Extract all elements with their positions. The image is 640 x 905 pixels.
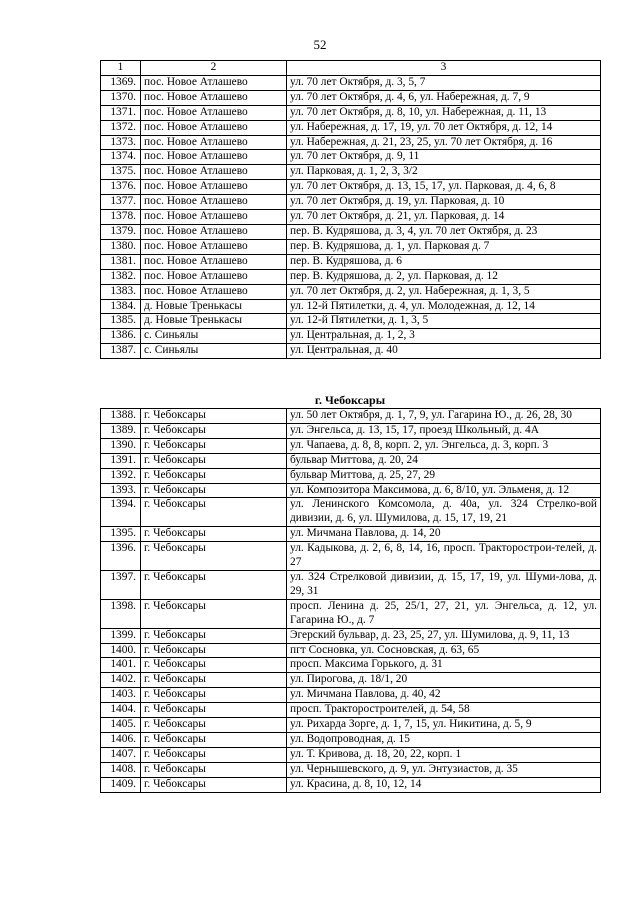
row-number-cell: 1379. — [101, 224, 141, 239]
addresses-cell: ул. 70 лет Октября, д. 4, 6, ул. Набережная, д. 7, 9 — [287, 90, 601, 105]
settlement-cell: пос. Новое Атлашево — [141, 75, 287, 90]
row-number-cell: 1378. — [101, 210, 141, 225]
settlement-cell: г. Чебоксары — [141, 643, 287, 658]
addresses-cell: ул. Мичмана Павлова, д. 40, 42 — [287, 688, 601, 703]
row-number-cell: 1389. — [101, 423, 141, 438]
settlement-cell: г. Чебоксары — [141, 423, 287, 438]
table-row — [101, 210, 601, 225]
settlement-cell: г. Чебоксары — [141, 409, 287, 424]
row-number-cell: 1369. — [101, 75, 141, 90]
row-number-cell: 1390. — [101, 438, 141, 453]
table-row — [101, 105, 601, 120]
settlement-cell: пос. Новое Атлашево — [141, 195, 287, 210]
row-number-cell: 1406. — [101, 732, 141, 747]
settlement-cell: г. Чебоксары — [141, 483, 287, 498]
addresses-cell: пер. В. Кудряшова, д. 2, ул. Парковая, д. 12 — [287, 269, 601, 284]
table-row — [101, 658, 601, 673]
settlement-cell: г. Чебоксары — [141, 718, 287, 733]
addresses-cell: ул. Ленинского Комсомола, д. 40а, ул. 324 Стрелко-вой дивизии, д. 6, ул. Шумилова, д. 15, 17, 19, 21 — [287, 498, 601, 527]
table-row — [101, 344, 601, 359]
table-row — [101, 762, 601, 777]
table-row — [101, 498, 601, 527]
addresses-cell: ул. 324 Стрелковой дивизии, д. 15, 17, 19, ул. Шуми-лова, д. 29, 31 — [287, 570, 601, 599]
settlement-cell: г. Чебоксары — [141, 703, 287, 718]
row-number-cell: 1386. — [101, 329, 141, 344]
table-row — [101, 643, 601, 658]
row-number-cell: 1408. — [101, 762, 141, 777]
address-table-lower — [100, 408, 601, 793]
table-row — [101, 254, 601, 269]
row-number-cell: 1387. — [101, 344, 141, 359]
row-number-cell: 1402. — [101, 673, 141, 688]
table-row — [101, 438, 601, 453]
addresses-cell: ул. Энгельса, д. 13, 15, 17, проезд Школьный, д. 4А — [287, 423, 601, 438]
table-row — [101, 718, 601, 733]
table-row — [101, 688, 601, 703]
row-number-cell: 1395. — [101, 527, 141, 542]
table-row — [101, 120, 601, 135]
addresses-cell: бульвар Миттова, д. 20, 24 — [287, 453, 601, 468]
row-number-cell: 1372. — [101, 120, 141, 135]
page-number: 52 — [313, 37, 327, 52]
addresses-cell: ул. 70 лет Октября, д. 13, 15, 17, ул. Парковая, д. 4, 6, 8 — [287, 180, 601, 195]
addresses-cell: ул. Набережная, д. 17, 19, ул. 70 лет Октября, д. 12, 14 — [287, 120, 601, 135]
addresses-cell: ул. Рихарда Зорге, д. 1, 7, 15, ул. Никитина, д. 5, 9 — [287, 718, 601, 733]
row-number-cell: 1394. — [101, 498, 141, 527]
address-table-lower-body — [101, 409, 601, 793]
row-number-cell: 1404. — [101, 703, 141, 718]
settlement-cell: пос. Новое Атлашево — [141, 135, 287, 150]
addresses-cell: пер. В. Кудряшова, д. 1, ул. Парковая д. 7 — [287, 239, 601, 254]
row-number-cell: 1405. — [101, 718, 141, 733]
addresses-cell: ул. Красина, д. 8, 10, 12, 14 — [287, 777, 601, 792]
settlement-cell: г. Чебоксары — [141, 777, 287, 792]
row-number-cell: 1392. — [101, 468, 141, 483]
settlement-cell: г. Чебоксары — [141, 527, 287, 542]
settlement-cell: пос. Новое Атлашево — [141, 150, 287, 165]
settlement-cell: г. Чебоксары — [141, 498, 287, 527]
table-row — [101, 299, 601, 314]
table-header-row — [101, 61, 601, 76]
addresses-cell: ул. Центральная, д. 1, 2, 3 — [287, 329, 601, 344]
table-row — [101, 468, 601, 483]
row-number-cell: 1397. — [101, 570, 141, 599]
row-number-cell: 1400. — [101, 643, 141, 658]
table-row — [101, 329, 601, 344]
row-number-cell: 1388. — [101, 409, 141, 424]
settlement-cell: г. Чебоксары — [141, 570, 287, 599]
addresses-cell: просп. Ленина д. 25, 25/1, 27, 21, ул. Энгельса, д. 12, ул. Гагарина Ю., д. 7 — [287, 599, 601, 628]
addresses-cell: ул. Водопроводная, д. 15 — [287, 732, 601, 747]
table-row — [101, 628, 601, 643]
settlement-cell: пос. Новое Атлашево — [141, 165, 287, 180]
addresses-cell: ул. Чернышевского, д. 9, ул. Энтузиастов, д. 35 — [287, 762, 601, 777]
table-row — [101, 703, 601, 718]
row-number-cell: 1399. — [101, 628, 141, 643]
settlement-cell: д. Новые Тренькасы — [141, 299, 287, 314]
row-number-cell: 1407. — [101, 747, 141, 762]
table-row — [101, 150, 601, 165]
table-row — [101, 239, 601, 254]
settlement-cell: с. Синьялы — [141, 344, 287, 359]
row-number-cell: 1370. — [101, 90, 141, 105]
row-number-cell: 1403. — [101, 688, 141, 703]
settlement-cell: г. Чебоксары — [141, 438, 287, 453]
settlement-cell: пос. Новое Атлашево — [141, 254, 287, 269]
table-row — [101, 180, 601, 195]
table-row — [101, 195, 601, 210]
table-row — [101, 284, 601, 299]
settlement-cell: пос. Новое Атлашево — [141, 224, 287, 239]
row-number-cell: 1393. — [101, 483, 141, 498]
settlement-cell: д. Новые Тренькасы — [141, 314, 287, 329]
addresses-cell: ул. Композитора Максимова, д. 6, 8/10, ул. Эльменя, д. 12 — [287, 483, 601, 498]
table-row — [101, 75, 601, 90]
section-heading: г. Чебоксары — [314, 393, 386, 407]
row-number-cell: 1381. — [101, 254, 141, 269]
table-row — [101, 224, 601, 239]
row-number-cell: 1383. — [101, 284, 141, 299]
settlement-cell: г. Чебоксары — [141, 762, 287, 777]
settlement-cell: г. Чебоксары — [141, 688, 287, 703]
settlement-cell: г. Чебоксары — [141, 599, 287, 628]
settlement-cell: пос. Новое Атлашево — [141, 105, 287, 120]
row-number-cell: 1391. — [101, 453, 141, 468]
settlement-cell: пос. Новое Атлашево — [141, 120, 287, 135]
settlement-cell: г. Чебоксары — [141, 628, 287, 643]
settlement-cell: пос. Новое Атлашево — [141, 180, 287, 195]
table-row — [101, 777, 601, 792]
row-number-cell: 1376. — [101, 180, 141, 195]
row-number-cell: 1384. — [101, 299, 141, 314]
table-row — [101, 269, 601, 284]
addresses-cell: ул. Пирогова, д. 18/1, 20 — [287, 673, 601, 688]
addresses-cell: Эгерский бульвар, д. 23, 25, 27, ул. Шумилова, д. 9, 11, 13 — [287, 628, 601, 643]
settlement-cell: пос. Новое Атлашево — [141, 269, 287, 284]
address-table-upper — [100, 60, 601, 359]
table-row — [101, 673, 601, 688]
row-number-cell: 1374. — [101, 150, 141, 165]
table-row — [101, 423, 601, 438]
addresses-cell: ул. 12-й Пятилетки, д. 4, ул. Молодежная, д. 12, 14 — [287, 299, 601, 314]
addresses-cell: пгт Сосновка, ул. Сосновская, д. 63, 65 — [287, 643, 601, 658]
row-number-cell: 1373. — [101, 135, 141, 150]
row-number-cell: 1380. — [101, 239, 141, 254]
header-cell-settlement: 2 — [141, 61, 287, 76]
addresses-cell: ул. Чапаева, д. 8, 8, корп. 2, ул. Энгельса, д. 3, корп. 3 — [287, 438, 601, 453]
addresses-cell: ул. Набережная, д. 21, 23, 25, ул. 70 лет Октября, д. 16 — [287, 135, 601, 150]
addresses-cell: ул. Центральная, д. 40 — [287, 344, 601, 359]
table-row — [101, 135, 601, 150]
settlement-cell: пос. Новое Атлашево — [141, 239, 287, 254]
address-table-upper-body — [101, 61, 601, 359]
settlement-cell: г. Чебоксары — [141, 732, 287, 747]
row-number-cell: 1396. — [101, 542, 141, 571]
table-row — [101, 747, 601, 762]
row-number-cell: 1409. — [101, 777, 141, 792]
settlement-cell: с. Синьялы — [141, 329, 287, 344]
row-number-cell: 1398. — [101, 599, 141, 628]
addresses-cell: пер. В. Кудряшова, д. 3, 4, ул. 70 лет Октября, д. 23 — [287, 224, 601, 239]
row-number-cell: 1375. — [101, 165, 141, 180]
settlement-cell: г. Чебоксары — [141, 468, 287, 483]
row-number-cell: 1385. — [101, 314, 141, 329]
table-row — [101, 483, 601, 498]
row-number-cell: 1401. — [101, 658, 141, 673]
settlement-cell: пос. Новое Атлашево — [141, 90, 287, 105]
addresses-cell: ул. Парковая, д. 1, 2, 3, 3/2 — [287, 165, 601, 180]
addresses-cell: ул. Кадыкова, д. 2, 6, 8, 14, 16, просп. Тракторострои-телей, д. 27 — [287, 542, 601, 571]
addresses-cell: ул. 70 лет Октября, д. 19, ул. Парковая, д. 10 — [287, 195, 601, 210]
table-row — [101, 542, 601, 571]
settlement-cell: г. Чебоксары — [141, 673, 287, 688]
table-row — [101, 409, 601, 424]
settlement-cell: г. Чебоксары — [141, 453, 287, 468]
addresses-cell: ул. 12-й Пятилетки, д. 1, 3, 5 — [287, 314, 601, 329]
row-number-cell: 1371. — [101, 105, 141, 120]
addresses-cell: ул. Мичмана Павлова, д. 14, 20 — [287, 527, 601, 542]
settlement-cell: г. Чебоксары — [141, 542, 287, 571]
table-row — [101, 599, 601, 628]
addresses-cell: просп. Тракторостроителей, д. 54, 58 — [287, 703, 601, 718]
table-row — [101, 732, 601, 747]
settlement-cell: г. Чебоксары — [141, 658, 287, 673]
addresses-cell: ул. 70 лет Октября, д. 3, 5, 7 — [287, 75, 601, 90]
addresses-cell: пер. В. Кудряшова, д. 6 — [287, 254, 601, 269]
table-row — [101, 165, 601, 180]
row-number-cell: 1382. — [101, 269, 141, 284]
addresses-cell: ул. 70 лет Октября, д. 21, ул. Парковая, д. 14 — [287, 210, 601, 225]
settlement-cell: пос. Новое Атлашево — [141, 210, 287, 225]
addresses-cell: ул. 70 лет Октября, д. 9, 11 — [287, 150, 601, 165]
header-cell-addresses: 3 — [287, 61, 601, 76]
table-row — [101, 570, 601, 599]
table-row — [101, 90, 601, 105]
addresses-cell: просп. Максима Горького, д. 31 — [287, 658, 601, 673]
table-row — [101, 314, 601, 329]
row-number-cell: 1377. — [101, 195, 141, 210]
addresses-cell: ул. Т. Кривова, д. 18, 20, 22, корп. 1 — [287, 747, 601, 762]
header-cell-number: 1 — [101, 61, 141, 76]
addresses-cell: ул. 70 лет Октября, д. 8, 10, ул. Набережная, д. 11, 13 — [287, 105, 601, 120]
table-row — [101, 527, 601, 542]
addresses-cell: ул. 70 лет Октября, д. 2, ул. Набережная, д. 1, 3, 5 — [287, 284, 601, 299]
table-row — [101, 453, 601, 468]
addresses-cell: бульвар Миттова, д. 25, 27, 29 — [287, 468, 601, 483]
settlement-cell: г. Чебоксары — [141, 747, 287, 762]
settlement-cell: пос. Новое Атлашево — [141, 284, 287, 299]
addresses-cell: ул. 50 лет Октября, д. 1, 7, 9, ул. Гагарина Ю., д. 26, 28, 30 — [287, 409, 601, 424]
